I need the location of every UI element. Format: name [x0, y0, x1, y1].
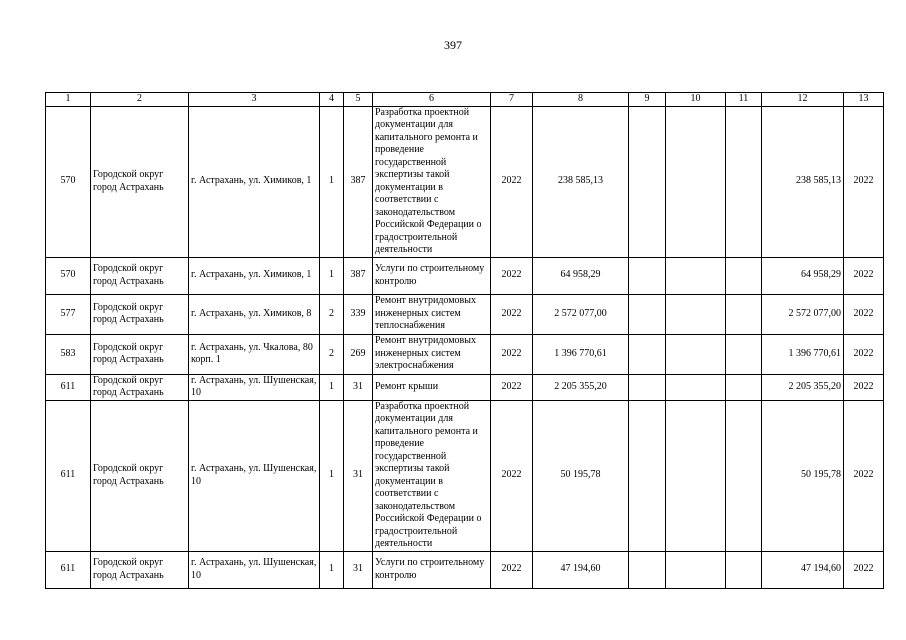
work-type-cell: Разработка проектной документации для капитального ремонта и проведение государственной экспертизы такой документации в соответствии с законодательством Российской Федерации о градостроительной деятельности [373, 400, 491, 551]
total-cell: 2 572 077,00 [762, 294, 844, 334]
column-header: 10 [666, 93, 726, 107]
col10-cell [666, 374, 726, 400]
total-cell: 50 195,78 [762, 400, 844, 551]
col5-cell: 339 [344, 294, 373, 334]
year-end-cell: 2022 [844, 334, 884, 374]
total-cell: 64 958,29 [762, 257, 844, 294]
col11-cell [726, 257, 762, 294]
address-cell: г. Астрахань, ул. Химиков, 1 [189, 106, 320, 257]
address-cell: г. Астрахань, ул. Химиков, 8 [189, 294, 320, 334]
row-number: 611 [46, 374, 91, 400]
table-row [46, 294, 884, 334]
cost-cell: 2 205 355,20 [533, 374, 629, 400]
col11-cell [726, 294, 762, 334]
year-end-cell: 2022 [844, 374, 884, 400]
column-header: 9 [629, 93, 666, 107]
work-type-cell: Услуги по строительному контролю [373, 551, 491, 588]
address-cell: г. Астрахань, ул. Химиков, 1 [189, 257, 320, 294]
work-type-cell: Ремонт внутридомовых инженерных систем электроснабжения [373, 334, 491, 374]
row-number: 570 [46, 257, 91, 294]
col10-cell [666, 551, 726, 588]
col5-cell: 31 [344, 374, 373, 400]
column-header: 13 [844, 93, 884, 107]
col4-cell: 1 [320, 551, 344, 588]
address-cell: г. Астрахань, ул. Чкалова, 80 корп. 1 [189, 334, 320, 374]
col10-cell [666, 400, 726, 551]
column-header: 4 [320, 93, 344, 107]
col10-cell [666, 334, 726, 374]
address-cell: г. Астрахань, ул. Шушенская, 10 [189, 374, 320, 400]
municipality-cell: Городской округ город Астрахань [91, 551, 189, 588]
year-cell: 2022 [491, 106, 533, 257]
cost-cell: 2 572 077,00 [533, 294, 629, 334]
year-cell: 2022 [491, 551, 533, 588]
year-cell: 2022 [491, 400, 533, 551]
table-row [46, 374, 884, 400]
year-cell: 2022 [491, 294, 533, 334]
registry-table [45, 92, 884, 589]
year-end-cell: 2022 [844, 400, 884, 551]
column-header: 3 [189, 93, 320, 107]
municipality-cell: Городской округ город Астрахань [91, 257, 189, 294]
municipality-cell: Городской округ город Астрахань [91, 294, 189, 334]
municipality-cell: Городской округ город Астрахань [91, 334, 189, 374]
row-number: 577 [46, 294, 91, 334]
work-type-cell: Услуги по строительному контролю [373, 257, 491, 294]
total-cell: 238 585,13 [762, 106, 844, 257]
col11-cell [726, 374, 762, 400]
column-header: 12 [762, 93, 844, 107]
year-cell: 2022 [491, 334, 533, 374]
col9-cell [629, 257, 666, 294]
year-cell: 2022 [491, 257, 533, 294]
row-number: 583 [46, 334, 91, 374]
col4-cell: 2 [320, 334, 344, 374]
cost-cell: 238 585,13 [533, 106, 629, 257]
year-end-cell: 2022 [844, 294, 884, 334]
table-row [46, 400, 884, 551]
municipality-cell: Городской округ город Астрахань [91, 374, 189, 400]
col9-cell [629, 334, 666, 374]
year-end-cell: 2022 [844, 106, 884, 257]
col4-cell: 1 [320, 400, 344, 551]
col11-cell [726, 551, 762, 588]
col4-cell: 1 [320, 106, 344, 257]
page-number: 397 [444, 38, 462, 52]
work-type-cell: Ремонт внутридомовых инженерных систем теплоснабжения [373, 294, 491, 334]
col9-cell [629, 400, 666, 551]
table-row [46, 334, 884, 374]
municipality-cell: Городской округ город Астрахань [91, 400, 189, 551]
column-header: 5 [344, 93, 373, 107]
work-type-cell: Ремонт крыши [373, 374, 491, 400]
year-end-cell: 2022 [844, 551, 884, 588]
work-type-cell: Разработка проектной документации для капитального ремонта и проведение государственной экспертизы такой документации в соответствии с законодательством Российской Федерации о градостроительной деятельности [373, 106, 491, 257]
col4-cell: 1 [320, 257, 344, 294]
table-row [46, 106, 884, 257]
year-end-cell: 2022 [844, 257, 884, 294]
cost-cell: 47 194,60 [533, 551, 629, 588]
col10-cell [666, 106, 726, 257]
table-row [46, 551, 884, 588]
cost-cell: 50 195,78 [533, 400, 629, 551]
address-cell: г. Астрахань, ул. Шушенская, 10 [189, 551, 320, 588]
col11-cell [726, 334, 762, 374]
row-number: 611 [46, 551, 91, 588]
year-cell: 2022 [491, 374, 533, 400]
col5-cell: 31 [344, 400, 373, 551]
col5-cell: 269 [344, 334, 373, 374]
column-header: 7 [491, 93, 533, 107]
col5-cell: 387 [344, 257, 373, 294]
total-cell: 47 194,60 [762, 551, 844, 588]
column-header: 8 [533, 93, 629, 107]
total-cell: 1 396 770,61 [762, 334, 844, 374]
table-row [46, 257, 884, 294]
col9-cell [629, 294, 666, 334]
col5-cell: 31 [344, 551, 373, 588]
col4-cell: 1 [320, 374, 344, 400]
col9-cell [629, 106, 666, 257]
address-cell: г. Астрахань, ул. Шушенская, 10 [189, 400, 320, 551]
municipality-cell: Городской округ город Астрахань [91, 106, 189, 257]
column-number-row [46, 93, 884, 107]
col5-cell: 387 [344, 106, 373, 257]
col9-cell [629, 374, 666, 400]
row-number: 570 [46, 106, 91, 257]
col9-cell [629, 551, 666, 588]
col10-cell [666, 257, 726, 294]
total-cell: 2 205 355,20 [762, 374, 844, 400]
cost-cell: 1 396 770,61 [533, 334, 629, 374]
col11-cell [726, 400, 762, 551]
col10-cell [666, 294, 726, 334]
column-header: 11 [726, 93, 762, 107]
col11-cell [726, 106, 762, 257]
column-header: 1 [46, 93, 91, 107]
column-header: 6 [373, 93, 491, 107]
col4-cell: 2 [320, 294, 344, 334]
cost-cell: 64 958,29 [533, 257, 629, 294]
column-header: 2 [91, 93, 189, 107]
row-number: 611 [46, 400, 91, 551]
